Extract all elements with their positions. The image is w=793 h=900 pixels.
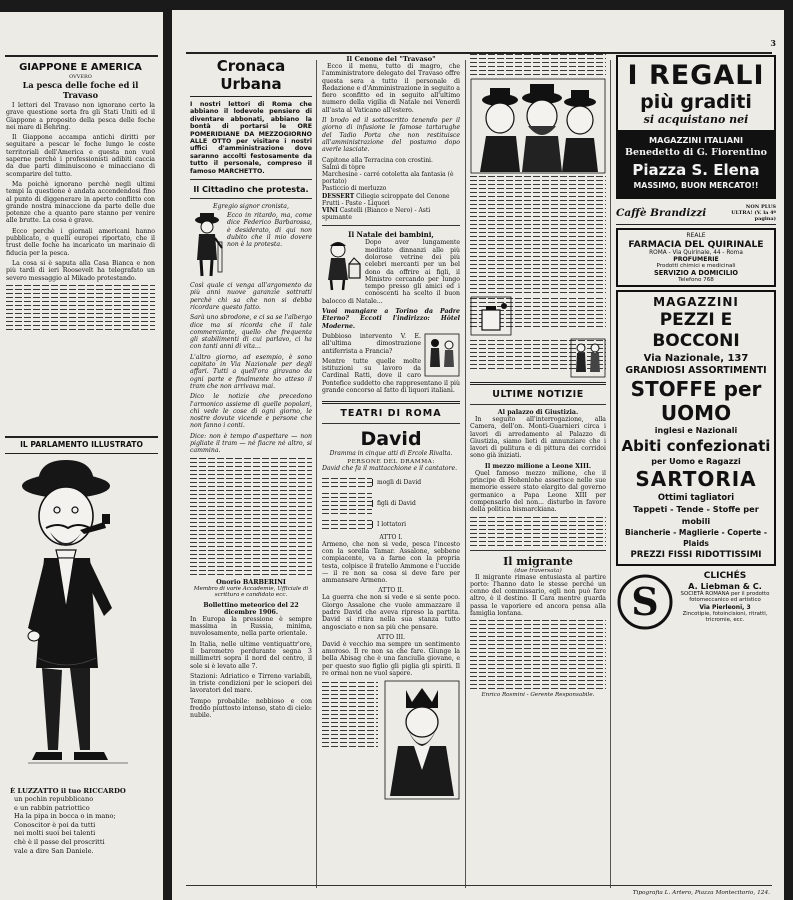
cliches-company: A. Liebman & C.	[688, 581, 762, 591]
ultime-text: In seguito all'interrogazione, alla Camera, dell'on. Monti-Guarnieri circa i lavori di arredamento al Palazzo di Giustizia, siamo lieti di annunziare che i lavori di pulitura e di pittura dei corridoi sono già iniziati.	[470, 416, 606, 460]
act-text: Armeno, che non si vede, pesca l'incesto con la sorella Tamar. Assalone, sebbene compiacente, va a farne con la propria testa, colpisce il fratello Ammone e l'uccide — il re non sa cosa si deve fare per ammansare Armeno.	[322, 540, 460, 585]
bulletin-text: In Europa la pressione è sempre massima in Russia, minima, nuvolosamente, nella parte orientale.	[190, 615, 312, 638]
cronaca-body: Dice: non è tempo d'aspettare — non pigliate il tram — né fiacre né altro, si cammina.	[190, 432, 312, 455]
pezzi-sartoria: SARTORIA	[635, 467, 757, 491]
cliches-logo-letter: S	[631, 579, 659, 624]
david-king-illustration	[384, 680, 460, 800]
menu-item-label: DESSERT	[322, 192, 355, 200]
ultime-heading: ULTIME NOTIZIE	[492, 389, 584, 400]
parliament-heading: IL PARLAMENTO ILLUSTRATO	[20, 440, 143, 449]
persons-text: David che fa il mattacchione e il cantatore.	[322, 465, 458, 473]
magazzini-owner: Benedetto di G. Fiorentino	[625, 147, 767, 158]
article-paragraph: Il Giappone accampa antichi diritti per seguitare a pescar le foche lungo le coste territoriali dell'America e questa non vuol saperne perchè i professionisti adibiti caccia da due parti diminuiscono e minacciano di scomparire del tutto.	[6, 134, 155, 178]
act-text: La guerra che non si vede e si sente poco. Giorgo Assalone che vuole ammazzare il padre David che aveva ripreso la partita. David si ritira nella sua stanza tutto angosciato e non sa più che pensare.	[322, 594, 460, 631]
magazzini-italiani-block	[618, 130, 774, 197]
farmacia-line: PROFUMERIE	[673, 256, 719, 263]
cliches-address: Via Pierleoni, 3	[699, 603, 751, 611]
pezzi-line: Tappeti - Tende - Stoffe per mobili	[633, 504, 759, 526]
farmacia-reale: REALE	[686, 232, 706, 239]
left-page	[0, 12, 163, 900]
act-heading: ATTO I.	[379, 533, 403, 541]
cast-lines	[322, 518, 372, 532]
caption-verse	[10, 795, 157, 855]
cliches-ad	[616, 569, 776, 633]
natale-title: Il Natale dei bambini,	[348, 230, 434, 240]
top-text-lines	[470, 54, 606, 75]
ultime-text: Quel famoso mezzo milione, che il principe di Hohenlohe asserisce nelle sue memorie essere stato elargito dal governo germanico a Papa Leone XIII per compensarlo del non... disturbo in favore della politica bismarckiana.	[470, 469, 606, 514]
pezzi-line: GRANDIOSI ASSORTIMENTI	[625, 365, 767, 376]
teatri-heading: TEATRI DI ROMA	[340, 408, 442, 420]
act-heading: ATTO III.	[377, 633, 405, 641]
cliches-desc: Zincotipie, fotoincisioni, ritratti, tricromie, ecc.	[682, 610, 768, 624]
teatri-title: David	[360, 428, 422, 451]
caffe-ad	[616, 202, 776, 225]
cast-lines	[322, 491, 372, 517]
cast-group	[322, 476, 460, 490]
pezzi-line: PREZZI FISSI RIDOTTISSIMI	[630, 550, 762, 560]
cronaca-signature-sub: Membro di varie Accademie, Ufficiale di scrittura e candidato ecc.	[193, 585, 309, 599]
cast-group	[322, 491, 460, 517]
migrante-text-lines	[470, 620, 606, 689]
right-page	[172, 10, 784, 900]
column-cronaca	[190, 52, 312, 890]
cliches-desc: SOCIETÀ ROMANA per il prodotto fotomeccanico ed artistico	[680, 591, 770, 604]
act-heading: ATTO II.	[378, 587, 404, 595]
cast-group	[322, 518, 460, 532]
menu-item-text: Capitone alla Terracina con crostini.	[322, 156, 433, 164]
magazzini-slogan: MASSIMO, BUON MERCATO!!	[633, 181, 759, 190]
farmacia-ad	[616, 228, 776, 287]
article-paragraph: Ecco perchè i giornali americani hanno pubblicato, e quelli europei riportato, che il trust delle foche ha incaricato un marinaio di fiducia per la pesca.	[6, 227, 155, 257]
cast-lines	[322, 476, 372, 490]
cliches-text	[674, 571, 776, 624]
magazzini-address: Piazza S. Elena	[632, 161, 760, 179]
bulletin-heading: Bollettino meteorico del 22 dicembre 1906.	[203, 601, 299, 616]
column-news	[470, 52, 606, 890]
menu-item	[322, 207, 460, 221]
natale-body: Dopo aver lungamente meditato dinnanzi alle più dolorose vetrine dei più celebri mercanti per un bel dono da offrire ai figli, il Ministro cercando per lungo tempo presso gli amici ed i conoscenti ha scelto il buon balocco di Natale...	[322, 239, 460, 305]
cronaca-header	[190, 52, 312, 97]
news-illustrated-block-2	[470, 338, 606, 378]
cenone-note: Il brodo ed il sottoscritto tenendo per il giorno di infusione le famose tartarughe del Tadio Porta che non restituisce all'amministrazione del postumo dopo averle lasciate.	[322, 117, 460, 154]
article-paragraph: I lettori del Travaso non ignorano certo la grave questione sorta fra gli Stati Uniti ed il Giappone a proposito della pesca delle foche nei mare di Behring.	[6, 102, 155, 131]
cast-group-label: figli di David	[372, 500, 416, 507]
regali-tagline: si acquistano nei	[643, 113, 749, 126]
page-number: 3	[770, 38, 776, 48]
cronaca-body: L'altro giorno, ad esempio, è sono capitato in Via Nazionale per degli affari. Tutti a quell'ora giravano da ogni parte e finalmente ho atteso il tram che non arrivava mai.	[190, 353, 312, 390]
menu-item	[322, 193, 460, 200]
cronaca-text-lines	[190, 458, 312, 575]
menu-item	[322, 171, 460, 185]
caption-line: Ha la pipa in bocca o in mano;	[14, 812, 116, 821]
bottom-rule	[186, 885, 772, 886]
menu-item	[322, 157, 460, 164]
regali-ad	[616, 55, 776, 199]
article-title: GIAPPONE E AMERICA	[19, 62, 142, 73]
column-rule	[316, 60, 317, 888]
gerente-signature: Enrico Rosmini - Gerente Responsabile.	[481, 692, 595, 699]
child-toy-illustration	[322, 240, 362, 292]
column-middle	[322, 52, 460, 890]
migrante-heading: Il migrante	[503, 554, 573, 568]
caption-line: Conoscitor è poi da tutti	[14, 820, 96, 829]
natale-block	[322, 239, 460, 308]
menu-item	[322, 200, 460, 207]
caffe-name: Caffè Brandizzi	[616, 207, 707, 219]
pezzi-line: inglesi e Nazionali	[654, 426, 738, 435]
pezzi-address: Via Nazionale, 137	[643, 353, 749, 364]
menu-item-text: Frutti - Paste - Liquori	[322, 199, 390, 207]
pezzi-bocconi-ad	[616, 290, 776, 566]
cardinals-cartoon	[470, 78, 606, 174]
pezzi-label: MAGAZZINI	[653, 295, 739, 309]
pezzi-abiti: Abiti confezionati	[621, 437, 771, 455]
cliches-title: CLICHÉS	[703, 571, 747, 581]
menu-item-label: VINI	[322, 206, 338, 214]
act-text-lines	[322, 680, 378, 750]
menu-item-text: Ciliegie sciroppate del Cenone	[356, 192, 450, 200]
migrante-text: Il migrante rimase entusiasta al partire porto: l'hanno dato le stesse perché un cenno del commissario, egli non può fare altro, è il destino. Il Cara mentre guarda passa le vaporiere ed ancora pensa alla famiglia lontana.	[470, 573, 606, 618]
natale-body: Dubbioso intervento V. E. all'ultima dimostrazione antiferrista a Francia?	[322, 332, 421, 355]
left-article	[6, 62, 155, 333]
cenone-menu	[322, 157, 460, 222]
pezzi-line: Ottimi tagliatori	[657, 492, 735, 502]
top-rule	[5, 55, 158, 57]
article-paragraph: La cosa si è saputa alla Casa Bianca e non più tardi di ieri Roosevelt ha telegrafato un severo messaggio al Mikado protestando.	[6, 259, 155, 282]
teatri-lower-block	[322, 680, 460, 800]
teatri-subtitle: Dramma in cinque atti di Ercole Rivalta.	[329, 450, 453, 458]
bulletin-text: In Italia, nelle ultime ventiquattr'ore, il barometro perdurante segna 3 millimetri sopra il nord del centro, il sole si è levato alle 7.	[190, 640, 312, 670]
bulletin-text: Tempo probabile: nebbioso e con freddo piuttosto intenso, stato di cielo: nubile.	[190, 697, 312, 720]
cronaca-body: Così quale ci venga all'argomento da più anni nuove garanzie sottratti perchè chi sa che non si debba ricordare questo fatto.	[190, 282, 312, 311]
cronaca-body: Dico le notizie che precedono l'armonico assieme di quelle popolari, chi vede le cose di ogni giorno, le nostre dovute vicende e persone che non fanno i conti.	[190, 393, 312, 430]
farmacia-line: Prodotti chimici e medicinali	[656, 263, 736, 269]
cenone-title: Il Cenone del "Travaso"	[346, 55, 436, 63]
pezzi-stoffe: STOFFE per UOMO	[630, 377, 762, 425]
cronaca-subhead: Il Cittadino che protesta.	[193, 184, 309, 195]
natale-body: Mentre tutte quelle molte istituzioni su lavoro da Cardinal Ratti, dove il caro Pontefice suddetto che rappresentano il più grande concorso al fatto di liquori italiani.	[322, 357, 460, 395]
cartoon-figures-illustration	[424, 333, 460, 377]
cronaca-title: Cronaca Urbana	[216, 57, 286, 93]
article-paragraph: Ma poichè ignorano perchè negli ultimi tempi la questione è andata accendendosi fino al punto di diggenerare in aperto conflitto con grande nostra minaccione da parte delle due potenze che a quanto pare stanno per venire alle brutte. La cosa è grave.	[6, 180, 155, 225]
cast-group-label: mogli di David	[372, 479, 421, 486]
natale-body: Vuoi mangiare a Torino da Padre Eterno? Eccoti l'indirizzo: Hôtel Moderne.	[322, 308, 460, 330]
cronaca-signature: Onorio BARBERINI	[216, 577, 286, 586]
migrante-subtitle: (due traversata)	[514, 567, 562, 574]
cronaca-body: Ecco in ritardo, ma, come dice Federico Barbarossa, è desiderato, di qui non dubito che il mio dovere non è la protesta.	[227, 212, 312, 249]
pezzi-line: per Uomo e Ragazzi	[651, 457, 741, 466]
news-illustrated-block	[470, 296, 606, 336]
magazzini-name: MAGAZZINI ITALIANI	[648, 135, 744, 145]
pezzi-name: PEZZI E BOCCONI	[652, 310, 740, 351]
caricature-illustration	[8, 458, 158, 778]
regali-subtitle: più graditi	[640, 91, 752, 113]
printer-credit: Tipografia L. Artero, Piazza Montecitorio, 124.	[632, 890, 770, 896]
pezzi-line: Biancherie - Maglierie - Coperte - Plaids	[624, 528, 768, 548]
natale-block-2	[322, 333, 460, 397]
column-rule	[465, 60, 466, 888]
caption-line: nei molti suoi bei talenti	[14, 829, 96, 838]
article-text-lines	[6, 285, 155, 330]
caption-line: un pochin repubblicano	[14, 795, 94, 803]
cronaca-greeting: Egregio signor cronista,	[213, 203, 289, 211]
act-text: David è vecchio ma sempre un sentimento amoroso. Il re non sa che fare. Giunge la bella Abisag che è una fanciulla giovane, e per questo suo figlio gli piglia gli spiriti. Il re ormai non ne vuol sapere.	[322, 640, 460, 678]
ultime-text-lines	[470, 517, 606, 546]
menu-item	[322, 185, 460, 192]
cronaca-illustrated-block	[190, 212, 312, 282]
section-rule	[5, 453, 158, 454]
column-ads	[616, 52, 776, 890]
menu-item-text: Salmì di tòpre	[322, 163, 366, 171]
column-rule	[610, 60, 611, 888]
menu-item-text: Castelli (Bianco e Nero) - Asti spumante	[322, 206, 431, 222]
cenone-intro: Ecco il menu, tutto di magro, che l'amministratore delegato del Travaso offre questa sera a tutto il personale di Redazione e d'Amministrazione in seguito a fiero sconfitto ed in seguito all'ultimo numero della vigilia di Natale nei Venerdì all'asta al Vaticano all'estero.	[322, 63, 460, 114]
news-text-lines	[470, 176, 606, 293]
menu-item-text: Marchesine - carré cotoletta ala fantasia (è portato)	[322, 170, 454, 186]
farmacia-address: ROMA - Via Quirinale, 44 - Roma	[649, 250, 743, 256]
caricature-caption	[10, 787, 157, 855]
caffe-note: NON PLUS ULTRA! (V. la 4ª pagina)	[731, 204, 776, 222]
ultime-subhead: Il mezzo milione a Leone XIII.	[484, 462, 592, 470]
cronaca-body: Sarà uno sbrodone, e ci sa se l'albergo dice ma si ricorda che il tale commerciante, quello che frequenta gli stabilimenti di cui parlavo, ci ha con tanti anni di vita...	[190, 314, 312, 351]
article-subtitle: La pesca delle foche ed il Travaso	[22, 80, 139, 100]
ultime-subhead: Al palazzo di Giustizia.	[497, 409, 579, 416]
cast-group-label: I lottatori	[372, 521, 406, 528]
persons-heading: PERSONE DEL DRAMMA:	[347, 459, 435, 466]
farmacia-name: FARMACIA DEL QUIRINALE	[628, 239, 764, 250]
bulletin-text: Stazioni: Adriatico e Tirreno variabili, in triste condizioni per le scioperi dei lavoratori del mare.	[190, 672, 312, 695]
menu-item	[322, 164, 460, 171]
cliches-logo	[616, 571, 674, 633]
regali-title: I REGALI	[627, 60, 765, 91]
figures-cartoon	[570, 338, 606, 378]
caption-line: vale a dire San Daniele.	[14, 846, 94, 855]
farmacia-service: SERVIZIO A DOMICILIO	[653, 269, 739, 277]
citizen-illustration	[190, 212, 224, 280]
caption-line: chè è il passe del proscritti	[14, 837, 105, 846]
section-rule	[5, 436, 158, 438]
menu-item-text: Pasticcio di merluzzo	[322, 185, 387, 193]
cronaca-announcement: I nostri lettori di Roma che abbiano il lodevole pensiero di diventare abbonati, abbiano la bontà di portarsi le ORE POMERIDIANE DA MEZZOGIORNO ALLE OTTO per visitare i nostri uffici d'amministrazione dove saranno accolti festosamente da tutto il personale, compreso il famoso MARCHETTO.	[190, 101, 312, 175]
article-ovvero: OVVERO	[69, 74, 92, 80]
caption-line: e un rabbin patriottico	[14, 803, 90, 812]
urna-cartoon	[470, 296, 512, 336]
caption-title: È LUZZATTO il tuo RICCARDO	[10, 787, 126, 795]
farmacia-phone: Telefono 768	[678, 277, 714, 283]
